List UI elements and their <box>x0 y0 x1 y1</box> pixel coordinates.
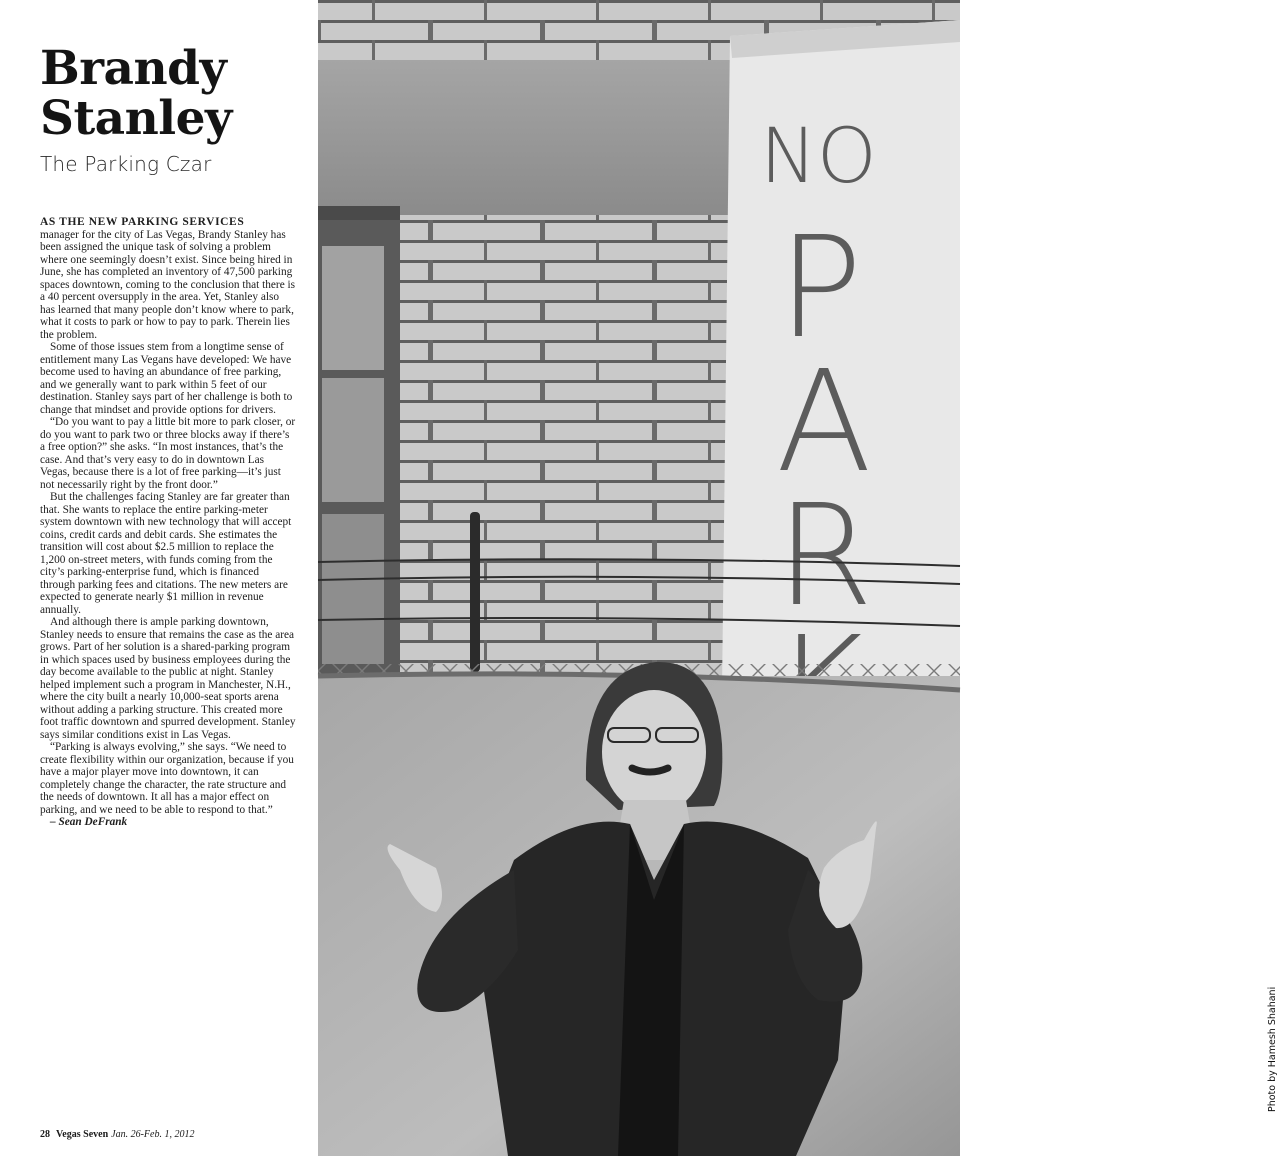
lead-in: AS THE NEW PARKING SERVICES <box>40 216 245 228</box>
sign-letter-a: A <box>776 341 872 504</box>
paragraph-6: “Parking is always evolving,” she says. “We need to create flexibility within our organization, because if you have a major player move into downtown, it can completely change the character, the rate structure and the needs of downtown. It all has a major effect on parking, and we need to be able to respond to that.” <box>40 741 294 816</box>
issue-date: Jan. 26-Feb. 1, 2012 <box>111 1129 195 1140</box>
paragraph-1-text: manager for the city of Las Vegas, Brandy Stanley has been assigned the unique task of solving a problem where one seemingly doesn’t exist. Since being hired in June, she has completed an inventory of 47,500 parking spaces downtown, coming to the conclusion that there is a 40 percent oversupply in the area. Yet, Stanley also has learned that many people don’t know where to park, what it costs to park or how to pay to park. Therein lies the problem. <box>40 228 296 341</box>
byline: – Sean DeFrank <box>50 816 128 828</box>
headline <box>40 41 232 146</box>
article-body <box>40 216 296 829</box>
headline-line-1: Brandy <box>40 41 227 96</box>
headline-line-2: Stanley <box>40 91 232 146</box>
sign-word-no: NO <box>760 111 877 200</box>
paragraph-1 <box>40 216 296 341</box>
portrait-photo <box>318 0 1278 1156</box>
paragraph-3: “Do you want to pay a little bit more to park closer, or do you want to park two or three blocks away if there’s a free option?” she asks. “In most instances, that’s the case. And that’s very easy to do in downtown Las Vegas, because there is a lot of free parking—it’s just not necessarily right by the front door.” <box>40 416 296 491</box>
photo-credit: Photo by Hamesh Shahani <box>1267 986 1278 1112</box>
page-footer <box>40 1129 194 1140</box>
article-column <box>0 0 318 1156</box>
paragraph-2: Some of those issues stem from a longtime sense of entitlement many Las Vegans have developed: We have become used to having an abundance of free parking, and we generally want to park within 5 feet of our destination. Stanley says part of her challenge is both to change that mindset and provide options for drivers. <box>40 341 293 416</box>
paragraph-4: But the challenges facing Stanley are far greater than that. She wants to replace the entire parking-meter system downtown with new technology that will accept coins, credit cards and debit cards. She estimates the transition will cost about $2.5 million to replace the 1,200 on-street meters, with funds coming from the city’s parking-enterprise fund, which is financed through parking fees and citations. The new meters are expected to generate nearly $1 million in revenue annually. <box>40 491 292 616</box>
subtitle: The Parking Czar <box>40 152 212 176</box>
publication-name: Vegas Seven <box>56 1129 109 1140</box>
sign-letter-p: P <box>778 207 863 370</box>
paragraph-5: And although there is ample parking downtown, Stanley needs to ensure that remains the case as the area grows. Part of her solution is a shared-parking program in which spaces used by business employees during the day become available to the public at night. Stanley helped implement such a program in Manchester, N.H., where the city built a nearly 10,000-seat sports arena without adding a parking structure. This created more foot traffic downtown and spurred development. Stanley says similar conditions exist in Las Vegas. <box>40 616 296 741</box>
page-number: 28 <box>40 1129 50 1140</box>
sign-letter-r: R <box>776 475 874 638</box>
